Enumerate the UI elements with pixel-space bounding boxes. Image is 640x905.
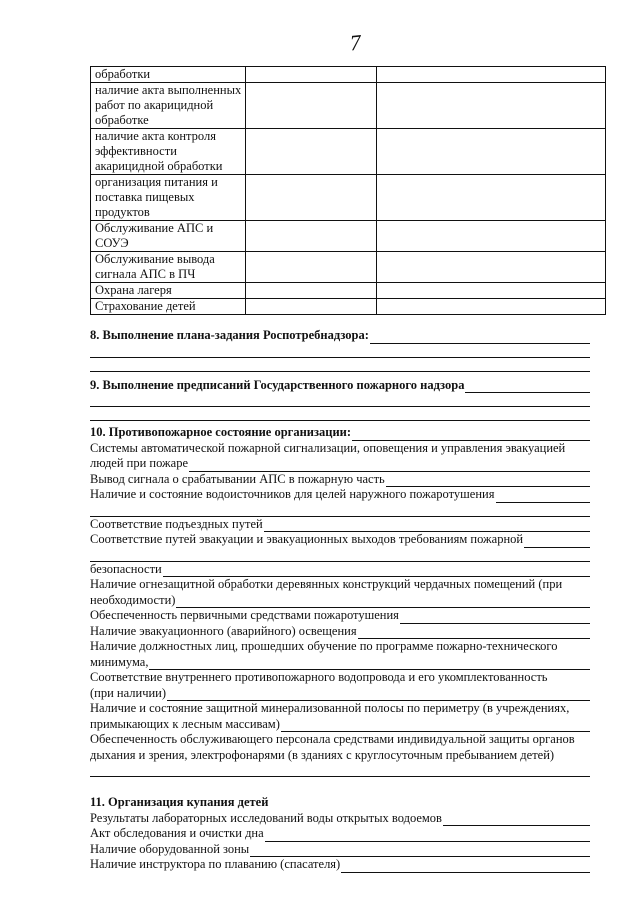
section-9-heading: 9. Выполнение предписаний Государственного пожарного надзора xyxy=(90,377,465,392)
item-evacuation-2: безопасности xyxy=(90,561,162,576)
table-row xyxy=(91,67,606,83)
table-row xyxy=(91,221,606,252)
answer-line[interactable] xyxy=(90,548,590,562)
item-lab-tests: Результаты лабораторных исследований воды открытых водоемов xyxy=(90,810,442,825)
table-cell-label: организация питания и поставка пищевых продуктов xyxy=(91,175,246,221)
item-signal: Вывод сигнала о срабатывании АПС в пожарную часть xyxy=(90,471,385,486)
answer-line[interactable] xyxy=(465,381,590,393)
table-cell-label: Страхование детей xyxy=(91,299,246,315)
form-body xyxy=(90,322,590,873)
table-row xyxy=(91,283,606,299)
answer-line[interactable] xyxy=(281,720,590,732)
item-trained-staff: Наличие должностных лиц, прошедших обучение по программе пожарно-технического xyxy=(90,639,558,653)
table-row xyxy=(91,299,606,315)
section-8-heading: 8. Выполнение плана-задания Роспотребнадзора: xyxy=(90,328,369,342)
answer-line[interactable] xyxy=(496,491,591,503)
section-10-heading: 10. Противопожарное состояние организации: xyxy=(90,425,352,439)
services-table xyxy=(90,66,606,315)
table-cell-label: обработки xyxy=(91,67,246,83)
item-emergency-lighting: Наличие эвакуационного (аварийного) освещения xyxy=(90,623,357,638)
answer-line[interactable] xyxy=(90,393,590,407)
item-bottom-cleaning: Акт обследования и очистки дна xyxy=(90,826,264,840)
item-instructor: Наличие инструктора по плаванию (спасателя) xyxy=(90,857,341,871)
page-number: 7 xyxy=(348,29,363,56)
item-aps-text-2: людей при пожаре xyxy=(90,456,189,470)
item-fireproofing: Наличие огнезащитной обработки деревянных конструкций чердачных помещений (при xyxy=(90,577,563,591)
answer-line[interactable] xyxy=(189,460,590,472)
answer-line[interactable] xyxy=(400,612,590,624)
table-cell-label: Обслуживание АПС и СОУЭ xyxy=(91,221,246,252)
answer-line[interactable] xyxy=(90,763,590,777)
answer-line[interactable] xyxy=(90,503,590,517)
item-water-supply: Соответствие внутреннего противопожарного водопровода и его укомплектованность xyxy=(90,670,548,684)
answer-line[interactable] xyxy=(265,830,590,842)
item-equipped-zone: Наличие оборудованной зоны xyxy=(90,841,250,856)
table-cell-label: наличие акта контроля эффективности акарицидной обработки xyxy=(91,129,246,175)
answer-line[interactable] xyxy=(524,536,590,548)
answer-line[interactable] xyxy=(264,520,590,532)
item-ppe: Обеспеченность обслуживающего персонала средствами индивидуальной защиты органов xyxy=(90,732,575,746)
item-firebreak: Наличие и состояние защитной минерализованной полосы по периметру (в учреждениях, xyxy=(90,701,570,715)
answer-line[interactable] xyxy=(358,627,590,639)
answer-line[interactable] xyxy=(370,332,590,344)
answer-line[interactable] xyxy=(386,475,590,487)
answer-line[interactable] xyxy=(352,429,590,441)
item-aps-text: Системы автоматической пожарной сигнализации, оповещения и управления эвакуацией xyxy=(90,440,566,455)
answer-line[interactable] xyxy=(341,861,590,873)
table-cell-label: наличие акта выполненных работ по акарицидной обработке xyxy=(91,83,246,129)
item-water-sources: Наличие и состояние водоисточников для целей наружного пожаротушения xyxy=(90,487,495,501)
table-row xyxy=(91,83,606,129)
table-cell-label: Охрана лагеря xyxy=(91,283,246,299)
answer-line[interactable] xyxy=(149,658,590,670)
table-cell-label: Обслуживание вывода сигнала АПС в ПЧ xyxy=(91,252,246,283)
answer-line[interactable] xyxy=(90,358,590,372)
item-ppe-2: дыхания и зрения, электрофонарями (в зданиях с круглосуточным пребыванием детей) xyxy=(90,747,555,762)
answer-line[interactable] xyxy=(443,814,590,826)
table-row xyxy=(91,252,606,283)
answer-line[interactable] xyxy=(90,407,590,421)
item-water-supply-2: (при наличии) xyxy=(90,685,167,700)
item-evacuation: Соответствие путей эвакуации и эвакуационных выходов требованиям пожарной xyxy=(90,532,524,546)
item-firebreak-2: примыкающих к лесным массивам) xyxy=(90,716,280,731)
answer-line[interactable] xyxy=(167,689,590,701)
table-row xyxy=(91,175,606,221)
answer-line[interactable] xyxy=(176,596,590,608)
item-extinguishers: Обеспеченность первичными средствами пожаротушения xyxy=(90,608,399,622)
table-row xyxy=(91,129,606,175)
answer-line[interactable] xyxy=(250,845,590,857)
section-11-heading: 11. Организация купания детей xyxy=(90,795,269,809)
answer-line[interactable] xyxy=(90,344,590,358)
answer-line[interactable] xyxy=(163,565,590,577)
item-access-roads: Соответствие подъездных путей xyxy=(90,516,263,531)
item-trained-staff-2: минимума, xyxy=(90,654,149,669)
item-fireproofing-2: необходимости) xyxy=(90,592,176,607)
